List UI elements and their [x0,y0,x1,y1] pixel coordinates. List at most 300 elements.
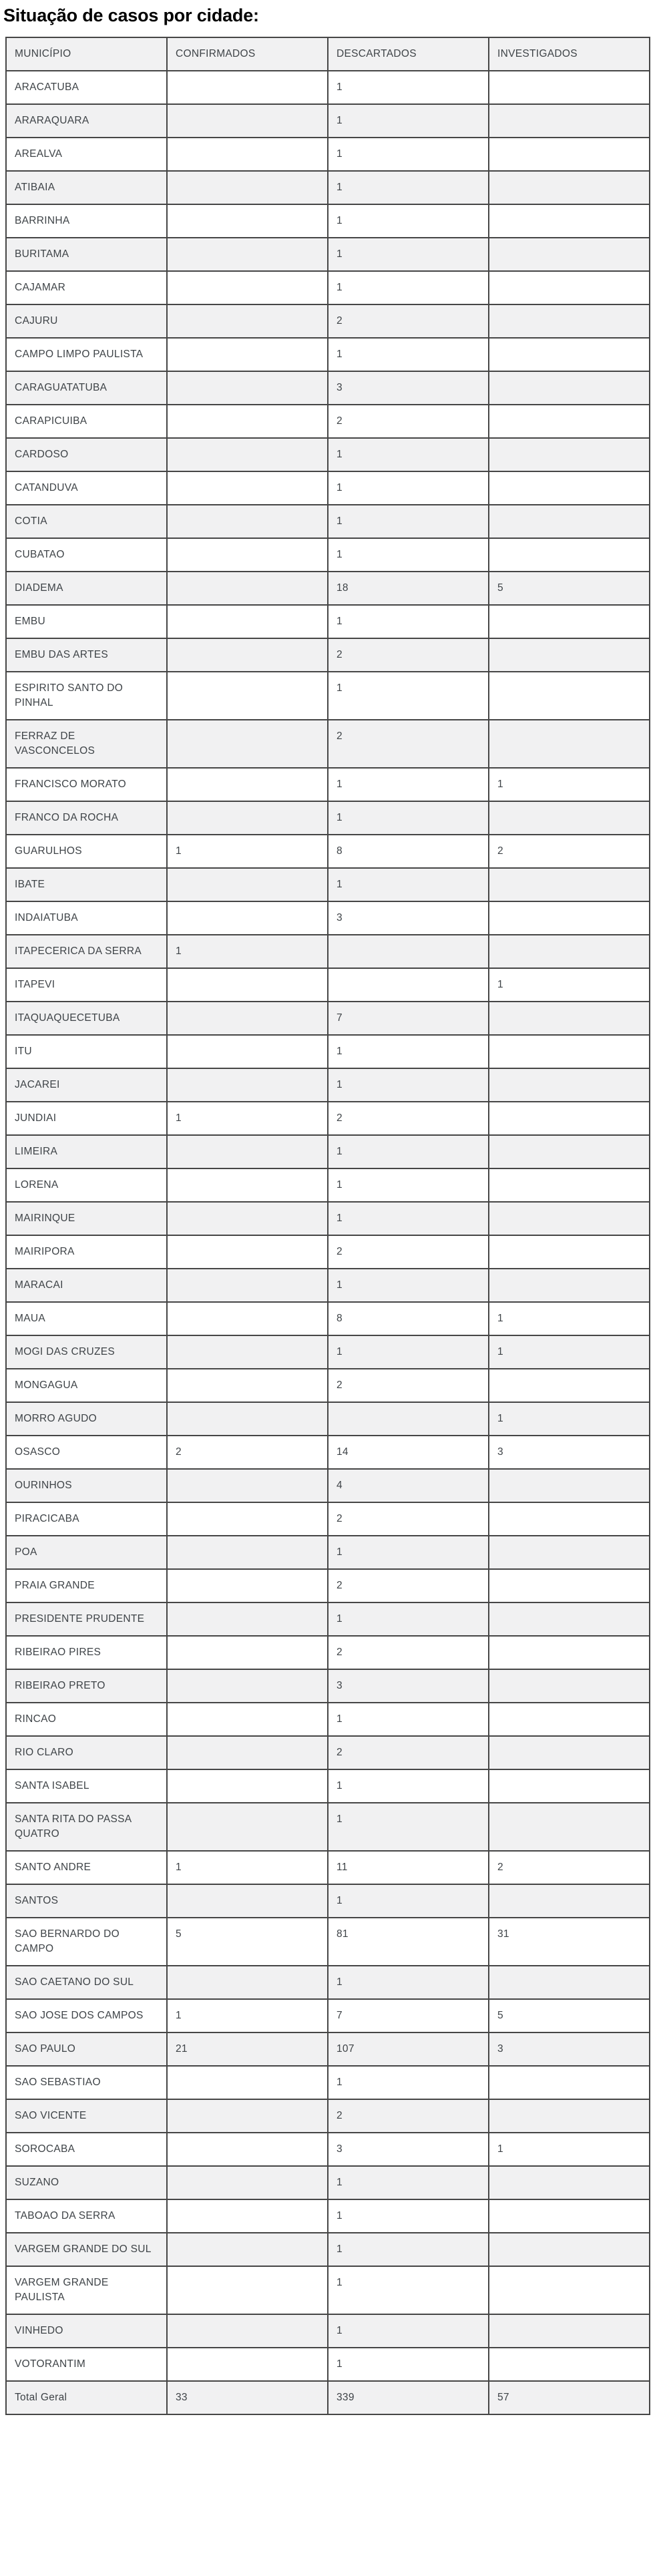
discarded-cell: 18 [328,572,489,605]
investigated-cell [489,2166,650,2199]
investigated-cell [489,1035,650,1068]
table-row [6,2199,650,2233]
confirmed-cell [167,1002,328,1035]
municipality-cell: IBATE [6,868,167,901]
investigated-cell [489,538,650,572]
table-row [6,2099,650,2133]
table-row [6,1736,650,1769]
investigated-cell [489,935,650,968]
confirmed-cell [167,1035,328,1068]
discarded-cell: 2 [328,304,489,338]
table-row [6,204,650,238]
table-row [6,1068,650,1102]
discarded-cell: 1 [328,2066,489,2099]
municipality-cell: FRANCO DA ROCHA [6,801,167,835]
municipality-cell: CARDOSO [6,438,167,471]
table-row [6,1502,650,1536]
investigated-cell [489,505,650,538]
discarded-cell: 1 [328,471,489,505]
table-row [6,2133,650,2166]
table-row [6,605,650,638]
investigated-cell: 1 [489,2133,650,2166]
confirmed-cell [167,1402,328,1436]
discarded-cell: 1 [328,1168,489,1202]
table-row [6,720,650,768]
municipality-cell: MARACAI [6,1269,167,1302]
discarded-cell: 14 [328,1436,489,1469]
investigated-cell [489,1669,650,1703]
discarded-cell: 1 [328,1536,489,1569]
investigated-cell [489,438,650,471]
table-row [6,1335,650,1369]
confirmed-cell [167,2066,328,2099]
table-row [6,1302,650,1335]
municipality-cell: SAO SEBASTIAO [6,2066,167,2099]
confirmed-cell [167,1469,328,1502]
discarded-cell: 2 [328,405,489,438]
confirmed-cell [167,605,328,638]
table-header-row [6,37,650,71]
table-row [6,2314,650,2348]
table-row [6,471,650,505]
table-row [6,1803,650,1851]
investigated-cell [489,720,650,768]
table-row [6,572,650,605]
confirmed-cell [167,672,328,720]
investigated-cell [489,1135,650,1168]
investigated-cell [489,2099,650,2133]
discarded-cell: 1 [328,801,489,835]
confirmed-cell [167,1502,328,1536]
discarded-cell: 7 [328,1002,489,1035]
discarded-cell: 3 [328,2133,489,2166]
discarded-cell: 2 [328,1736,489,1769]
investigated-cell [489,2266,650,2314]
municipality-cell: ESPIRITO SANTO DO PINHAL [6,672,167,720]
table-row [6,1269,650,1302]
municipality-cell: VARGEM GRANDE PAULISTA [6,2266,167,2314]
confirmed-cell [167,1966,328,1999]
confirmed-cell [167,1769,328,1803]
municipality-cell: FRANCISCO MORATO [6,768,167,801]
table-row [6,371,650,405]
discarded-cell: 4 [328,1469,489,1502]
discarded-cell: 1 [328,605,489,638]
investigated-cell [489,1966,650,1999]
investigated-cell: 1 [489,1302,650,1335]
municipality-cell: GUARULHOS [6,835,167,868]
table-row [6,1918,650,1966]
table-row [6,2166,650,2199]
discarded-cell: 1 [328,2166,489,2199]
confirmed-cell [167,2199,328,2233]
table-row [6,1602,650,1636]
municipality-cell: EMBU DAS ARTES [6,638,167,672]
investigated-cell: 2 [489,1851,650,1884]
municipality-cell: MORRO AGUDO [6,1402,167,1436]
investigated-cell [489,1469,650,1502]
confirmed-cell [167,720,328,768]
discarded-cell: 1 [328,104,489,138]
confirmed-cell [167,1536,328,1569]
table-row [6,672,650,720]
discarded-cell: 1 [328,505,489,538]
investigated-cell [489,2314,650,2348]
investigated-cell [489,2066,650,2099]
confirmed-cell [167,271,328,304]
municipality-cell: INDAIATUBA [6,901,167,935]
investigated-cell [489,901,650,935]
municipality-cell: BURITAMA [6,238,167,271]
municipality-cell: CAMPO LIMPO PAULISTA [6,338,167,371]
investigated-cell [489,1369,650,1402]
investigated-cell [489,1736,650,1769]
municipality-cell: COTIA [6,505,167,538]
discarded-cell: 2 [328,1636,489,1669]
municipality-cell: SANTO ANDRE [6,1851,167,1884]
table-row [6,1669,650,1703]
municipality-cell: POA [6,1536,167,1569]
table-row [6,171,650,204]
discarded-cell: 1 [328,2233,489,2266]
table-row [6,1102,650,1135]
confirmed-cell [167,868,328,901]
municipality-cell: SANTOS [6,1884,167,1918]
municipality-cell: CAJURU [6,304,167,338]
municipality-cell: PRESIDENTE PRUDENTE [6,1602,167,1636]
municipality-cell: Total Geral [6,2381,167,2414]
municipality-cell: RIBEIRAO PIRES [6,1636,167,1669]
municipality-cell: MOGI DAS CRUZES [6,1335,167,1369]
confirmed-cell [167,1202,328,1235]
municipality-cell: RINCAO [6,1703,167,1736]
investigated-cell [489,1703,650,1736]
confirmed-cell [167,968,328,1002]
municipality-cell: RIO CLARO [6,1736,167,1769]
discarded-cell: 7 [328,1999,489,2032]
investigated-cell: 57 [489,2381,650,2414]
municipality-cell: DIADEMA [6,572,167,605]
municipality-cell: ITAQUAQUECETUBA [6,1002,167,1035]
municipality-cell: SOROCABA [6,2133,167,2166]
confirmed-cell [167,304,328,338]
municipality-cell: CAJAMAR [6,271,167,304]
table-row [6,1769,650,1803]
investigated-cell [489,672,650,720]
municipality-cell: BARRINHA [6,204,167,238]
table-row [6,868,650,901]
table-row [6,835,650,868]
confirmed-cell [167,204,328,238]
confirmed-cell [167,1669,328,1703]
discarded-cell: 2 [328,1235,489,1269]
investigated-cell [489,371,650,405]
table-row [6,1402,650,1436]
table-row [6,1636,650,1669]
discarded-cell [328,968,489,1002]
discarded-cell: 1 [328,2199,489,2233]
discarded-cell: 1 [328,1335,489,1369]
table-row [6,801,650,835]
investigated-cell: 5 [489,572,650,605]
confirmed-cell: 21 [167,2032,328,2066]
investigated-cell [489,1569,650,1602]
discarded-cell: 1 [328,1068,489,1102]
confirmed-cell [167,2266,328,2314]
municipality-cell: ARARAQUARA [6,104,167,138]
confirmed-cell: 1 [167,1999,328,2032]
discarded-cell: 339 [328,2381,489,2414]
confirmed-cell [167,1269,328,1302]
table-row [6,1851,650,1884]
investigated-cell [489,1602,650,1636]
table-row [6,1369,650,1402]
municipality-cell: AREALVA [6,138,167,171]
municipality-cell: OURINHOS [6,1469,167,1502]
confirmed-cell [167,1168,328,1202]
discarded-cell: 1 [328,238,489,271]
discarded-cell: 8 [328,835,489,868]
total-row [6,2381,650,2414]
table-row [6,1235,650,1269]
discarded-cell: 1 [328,1135,489,1168]
discarded-cell: 2 [328,720,489,768]
investigated-cell: 2 [489,835,650,868]
confirmed-cell: 33 [167,2381,328,2414]
table-row [6,238,650,271]
table-row [6,1168,650,1202]
confirmed-cell [167,2314,328,2348]
municipality-cell: SAO PAULO [6,2032,167,2066]
table-row [6,901,650,935]
confirmed-cell [167,505,328,538]
discarded-cell: 1 [328,1035,489,1068]
confirmed-cell [167,801,328,835]
table-row [6,2348,650,2381]
confirmed-cell [167,138,328,171]
municipality-cell: SUZANO [6,2166,167,2199]
column-header-descartados: DESCARTADOS [328,37,489,71]
municipality-cell: SANTA RITA DO PASSA QUATRO [6,1803,167,1851]
investigated-cell [489,171,650,204]
confirmed-cell [167,1736,328,1769]
confirmed-cell [167,538,328,572]
confirmed-cell [167,71,328,104]
investigated-cell [489,271,650,304]
table-header [6,37,650,71]
confirmed-cell [167,572,328,605]
confirmed-cell: 1 [167,935,328,968]
confirmed-cell [167,2233,328,2266]
discarded-cell: 1 [328,1769,489,1803]
confirmed-cell [167,1369,328,1402]
confirmed-cell [167,1602,328,1636]
confirmed-cell [167,2099,328,2133]
confirmed-cell [167,1135,328,1168]
municipality-cell: JUNDIAI [6,1102,167,1135]
table-row [6,271,650,304]
confirmed-cell [167,338,328,371]
municipality-cell: SAO BERNARDO DO CAMPO [6,1918,167,1966]
municipality-cell: MONGAGUA [6,1369,167,1402]
investigated-cell: 3 [489,2032,650,2066]
table-row [6,1703,650,1736]
discarded-cell: 1 [328,672,489,720]
municipality-cell: OSASCO [6,1436,167,1469]
investigated-cell [489,1636,650,1669]
investigated-cell [489,1068,650,1102]
investigated-cell [489,1769,650,1803]
municipality-cell: ITAPECERICA DA SERRA [6,935,167,968]
municipality-cell: CARAPICUIBA [6,405,167,438]
discarded-cell: 3 [328,1669,489,1703]
confirmed-cell [167,104,328,138]
table-row [6,505,650,538]
investigated-cell [489,1202,650,1235]
confirmed-cell [167,1569,328,1602]
discarded-cell: 107 [328,2032,489,2066]
table-row [6,1569,650,1602]
investigated-cell [489,2199,650,2233]
investigated-cell [489,1168,650,1202]
municipality-cell: CATANDUVA [6,471,167,505]
confirmed-cell: 2 [167,1436,328,1469]
discarded-cell: 11 [328,1851,489,1884]
table-row [6,1999,650,2032]
discarded-cell: 1 [328,71,489,104]
table-row [6,538,650,572]
confirmed-cell [167,1302,328,1335]
investigated-cell: 3 [489,1436,650,1469]
investigated-cell [489,605,650,638]
confirmed-cell [167,1335,328,1369]
investigated-cell [489,104,650,138]
table-row [6,71,650,104]
municipality-cell: SANTA ISABEL [6,1769,167,1803]
municipality-cell: RIBEIRAO PRETO [6,1669,167,1703]
investigated-cell [489,1269,650,1302]
discarded-cell: 1 [328,1884,489,1918]
municipality-cell: ITAPEVI [6,968,167,1002]
investigated-cell [489,1235,650,1269]
investigated-cell [489,304,650,338]
table-row [6,1469,650,1502]
table-row [6,2066,650,2099]
table-row [6,1002,650,1035]
investigated-cell [489,1884,650,1918]
municipality-cell: CARAGUATATUBA [6,371,167,405]
confirmed-cell [167,238,328,271]
confirmed-cell [167,1636,328,1669]
investigated-cell [489,204,650,238]
municipality-cell: SAO CAETANO DO SUL [6,1966,167,1999]
discarded-cell: 2 [328,1502,489,1536]
column-header-investigados: INVESTIGADOS [489,37,650,71]
discarded-cell: 1 [328,1269,489,1302]
investigated-cell [489,338,650,371]
discarded-cell: 2 [328,1102,489,1135]
discarded-cell: 1 [328,1966,489,1999]
municipality-cell: LORENA [6,1168,167,1202]
municipality-cell: VINHEDO [6,2314,167,2348]
table-row [6,1436,650,1469]
investigated-cell [489,471,650,505]
table-row [6,104,650,138]
table-row [6,405,650,438]
table-row [6,438,650,471]
discarded-cell: 1 [328,768,489,801]
investigated-cell [489,868,650,901]
table-row [6,2266,650,2314]
discarded-cell: 1 [328,2314,489,2348]
municipality-cell: MAIRINQUE [6,1202,167,1235]
confirmed-cell [167,405,328,438]
investigated-cell: 1 [489,1335,650,1369]
investigated-cell [489,1803,650,1851]
confirmed-cell: 1 [167,1851,328,1884]
investigated-cell [489,1102,650,1135]
table-row [6,968,650,1002]
investigated-cell [489,638,650,672]
confirmed-cell [167,1068,328,1102]
table-row [6,2032,650,2066]
discarded-cell: 81 [328,1918,489,1966]
discarded-cell: 2 [328,1369,489,1402]
confirmed-cell [167,638,328,672]
investigated-cell [489,1002,650,1035]
investigated-cell [489,801,650,835]
discarded-cell: 1 [328,2348,489,2381]
municipality-cell: EMBU [6,605,167,638]
confirmed-cell [167,1703,328,1736]
confirmed-cell [167,471,328,505]
investigated-cell: 1 [489,968,650,1002]
investigated-cell [489,2233,650,2266]
discarded-cell: 1 [328,1202,489,1235]
municipality-cell: ARACATUBA [6,71,167,104]
discarded-cell: 3 [328,371,489,405]
municipality-cell: FERRAZ DE VASCONCELOS [6,720,167,768]
discarded-cell: 2 [328,1569,489,1602]
confirmed-cell [167,1803,328,1851]
table-row [6,768,650,801]
table-row [6,638,650,672]
municipality-cell: SAO VICENTE [6,2099,167,2133]
confirmed-cell [167,1884,328,1918]
page-title: Situação de casos por cidade: [3,5,259,25]
municipality-cell: LIMEIRA [6,1135,167,1168]
municipality-cell: TABOAO DA SERRA [6,2199,167,2233]
discarded-cell: 1 [328,138,489,171]
table-row [6,935,650,968]
investigated-cell [489,138,650,171]
municipality-cell: VARGEM GRANDE DO SUL [6,2233,167,2266]
confirmed-cell: 5 [167,1918,328,1966]
discarded-cell: 2 [328,2099,489,2133]
discarded-cell: 1 [328,204,489,238]
municipality-cell: MAUA [6,1302,167,1335]
investigated-cell [489,405,650,438]
investigated-cell [489,238,650,271]
municipality-cell: CUBATAO [6,538,167,572]
confirmed-cell [167,768,328,801]
table-row [6,338,650,371]
discarded-cell: 2 [328,638,489,672]
municipality-cell: PRAIA GRANDE [6,1569,167,1602]
confirmed-cell [167,2133,328,2166]
discarded-cell: 1 [328,438,489,471]
investigated-cell: 5 [489,1999,650,2032]
